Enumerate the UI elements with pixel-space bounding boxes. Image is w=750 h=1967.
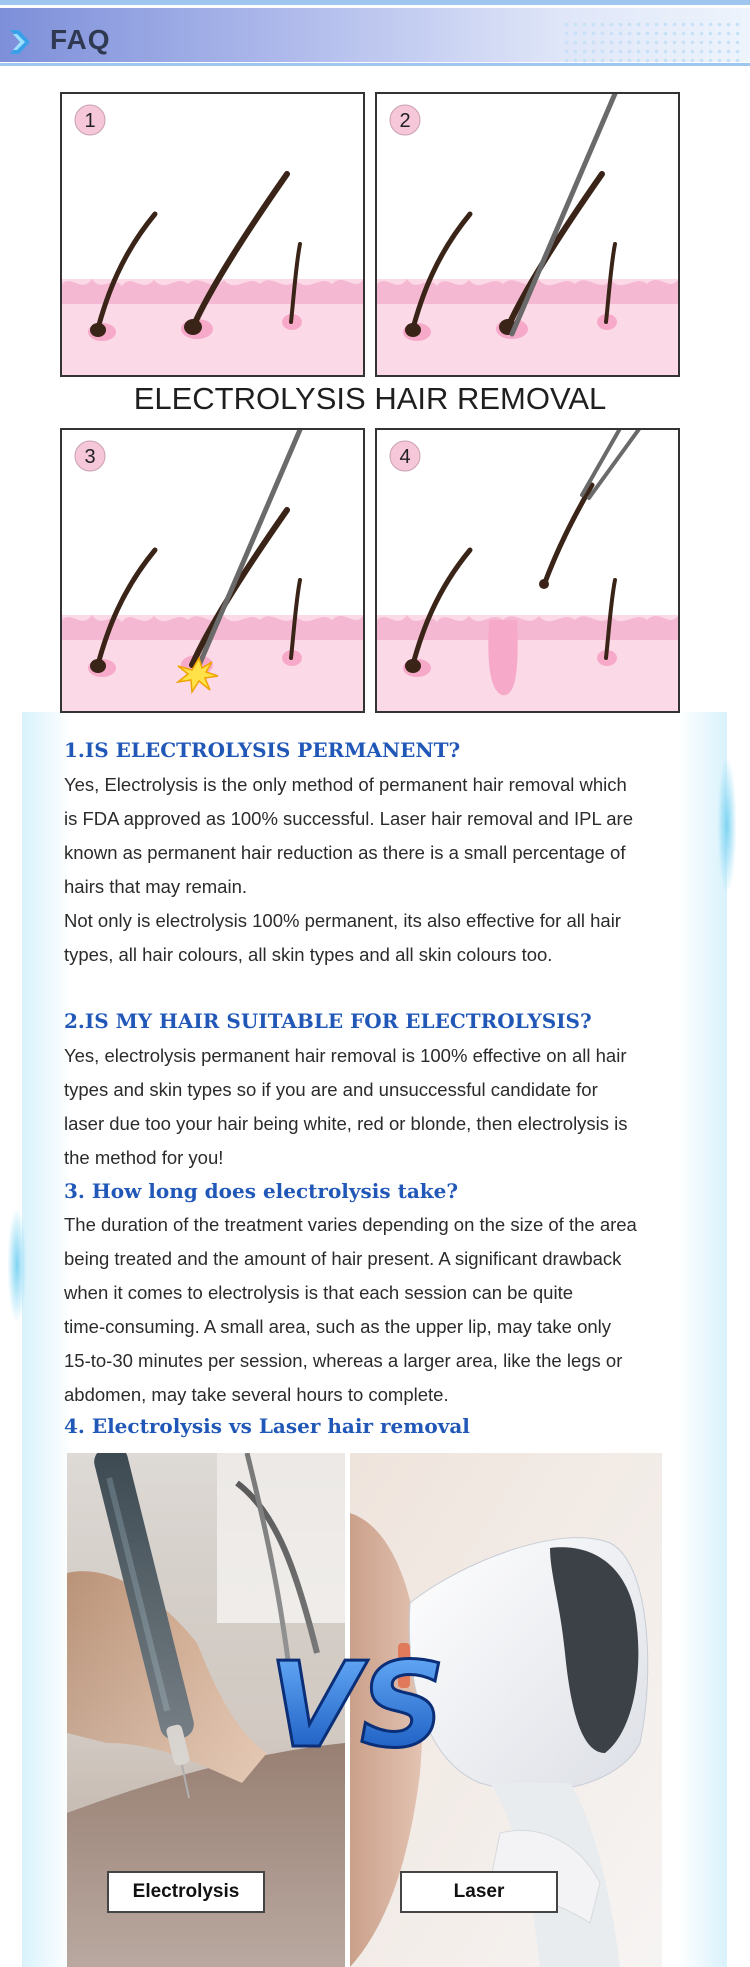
answer-line: Yes, Electrolysis is the only method of permanent hair removal which	[64, 774, 627, 795]
vs-text: VS	[268, 1636, 446, 1774]
faq-question-3: 3. How long does electrolysis take?	[64, 1179, 459, 1203]
diagram-step-3	[60, 428, 365, 713]
laser-label: Laser	[400, 1871, 558, 1913]
header-bottom-line	[0, 63, 750, 66]
faq-question-2: 2.IS MY HAIR SUITABLE FOR ELECTROLYSIS?	[64, 1009, 592, 1033]
faq-answer-3	[64, 1208, 694, 1412]
answer-line: hairs that may remain.	[64, 876, 248, 897]
answer-line: types and skin types so if you are and unsuccessful candidate for	[64, 1079, 598, 1100]
decorative-dots	[562, 20, 742, 66]
answer-line: known as permanent hair reduction as there is a small percentage of	[64, 842, 626, 863]
vs-badge	[257, 1628, 457, 1778]
step-number: 2	[399, 110, 411, 132]
diagram-step-2	[375, 92, 680, 377]
page-title: FAQ	[50, 24, 111, 55]
diagram-title: ELECTROLYSIS HAIR REMOVAL	[133, 381, 607, 416]
decorative-glow-right	[718, 760, 736, 890]
comparison-image	[67, 1453, 662, 1967]
answer-line: when it comes to electrolysis is that each session can be quite	[64, 1282, 574, 1303]
answer-line: is FDA approved as 100% successful. Laser hair removal and IPL are	[64, 808, 633, 829]
answer-line: being treated and the amount of hair present. A significant drawback	[64, 1248, 622, 1269]
faq-question-4: 4. Electrolysis vs Laser hair removal	[64, 1414, 470, 1438]
faq-header	[0, 8, 750, 62]
answer-line: types, all hair colours, all skin types and all skin colours too.	[64, 944, 553, 965]
header-top-line	[0, 0, 750, 5]
answer-line: 15-to-30 minutes per session, whereas a larger area, like the legs or	[64, 1350, 623, 1371]
answer-line: Yes, electrolysis permanent hair removal is 100% effective on all hair	[64, 1045, 627, 1066]
step-number: 4	[399, 446, 411, 468]
decorative-glow-left	[8, 1210, 26, 1320]
answer-line: laser due too your hair being white, red or blonde, then electrolysis is	[64, 1113, 628, 1134]
faq-answer-2	[64, 1039, 694, 1175]
answer-line: The duration of the treatment varies depending on the size of the area	[64, 1214, 637, 1235]
answer-line: Not only is electrolysis 100% permanent, its also effective for all hair	[64, 910, 621, 931]
answer-line: time-consuming. A small area, such as the upper lip, may take only	[64, 1316, 612, 1337]
answer-line: the method for you!	[64, 1147, 224, 1168]
step-number: 3	[84, 446, 96, 468]
chevron-right-icon	[10, 30, 30, 54]
diagram-step-4	[375, 428, 680, 713]
electrolysis-label: Electrolysis	[107, 1871, 265, 1913]
faq-question-1: 1.IS ELECTROLYSIS PERMANENT?	[64, 738, 461, 762]
faq-answer-1	[64, 768, 694, 972]
diagram-step-1	[60, 92, 365, 377]
answer-line: abdomen, may take several hours to complete.	[64, 1384, 449, 1405]
step-number: 1	[84, 110, 96, 132]
